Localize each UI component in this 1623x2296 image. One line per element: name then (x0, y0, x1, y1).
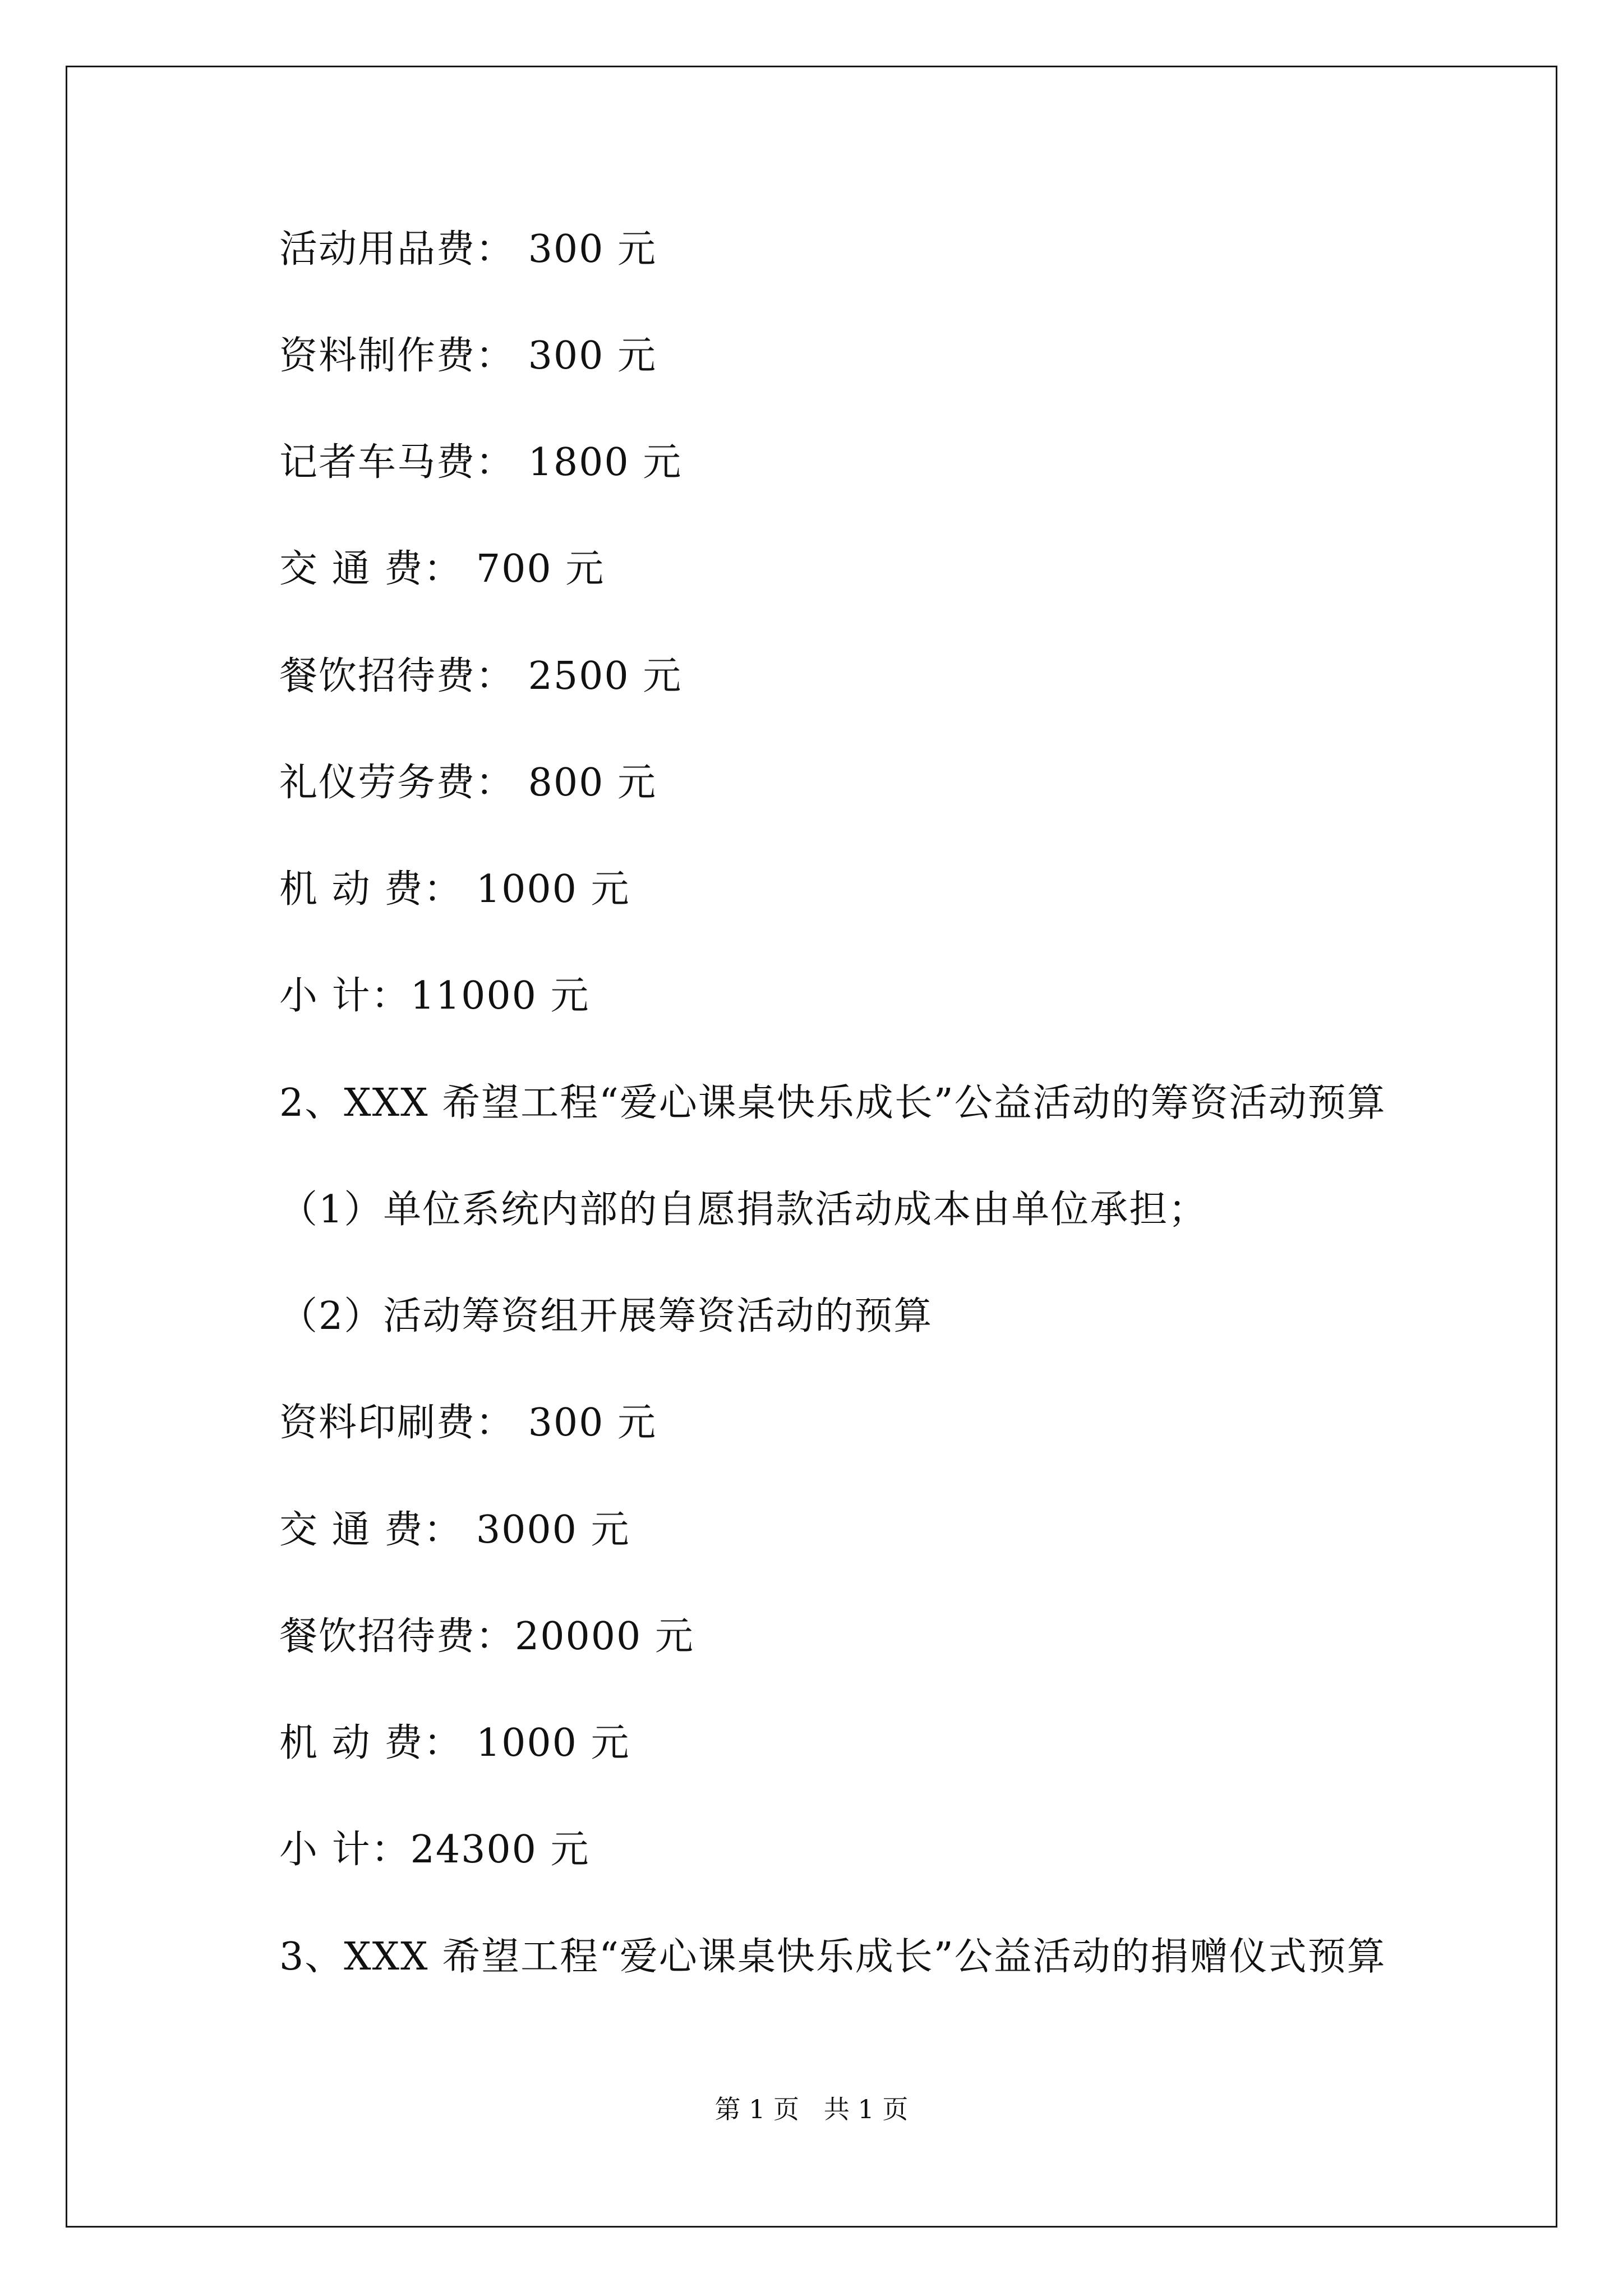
text-line: 小 计：24300 元 (279, 1828, 590, 1872)
section-heading: 3、XXX 希望工程“爱心课桌快乐成长”公益活动的捐赠仪式预算 (279, 1935, 1386, 1979)
page-border (66, 66, 1557, 2228)
text-line: 活动用品费： 300 元 (279, 227, 657, 272)
text-line: 记者车马费： 1800 元 (279, 440, 683, 485)
text-line: 礼仪劳务费： 800 元 (279, 761, 657, 805)
page-footer: 第 1 页 共 1 页 (714, 2094, 909, 2124)
text-line: 机 动 费： 1000 元 (279, 1721, 630, 1765)
text-line: （2）活动筹资组开展筹资活动的预算 (279, 1294, 933, 1338)
text-line: 餐饮招待费：20000 元 (279, 1614, 694, 1659)
text-line: 小 计：11000 元 (279, 974, 590, 1018)
section-heading: 2、XXX 希望工程“爱心课桌快乐成长”公益活动的筹资活动预算 (279, 1081, 1386, 1125)
text-line: 资料印刷费： 300 元 (279, 1401, 657, 1445)
text-line: 资料制作费： 300 元 (279, 334, 657, 378)
text-line: 机 动 费： 1000 元 (279, 867, 630, 912)
text-line: 餐饮招待费： 2500 元 (279, 654, 683, 698)
text-line: （1）单位系统内部的自愿捐款活动成本由单位承担； (279, 1188, 1208, 1232)
text-line: 交 通 费： 700 元 (279, 547, 605, 591)
text-line: 交 通 费： 3000 元 (279, 1508, 630, 1552)
